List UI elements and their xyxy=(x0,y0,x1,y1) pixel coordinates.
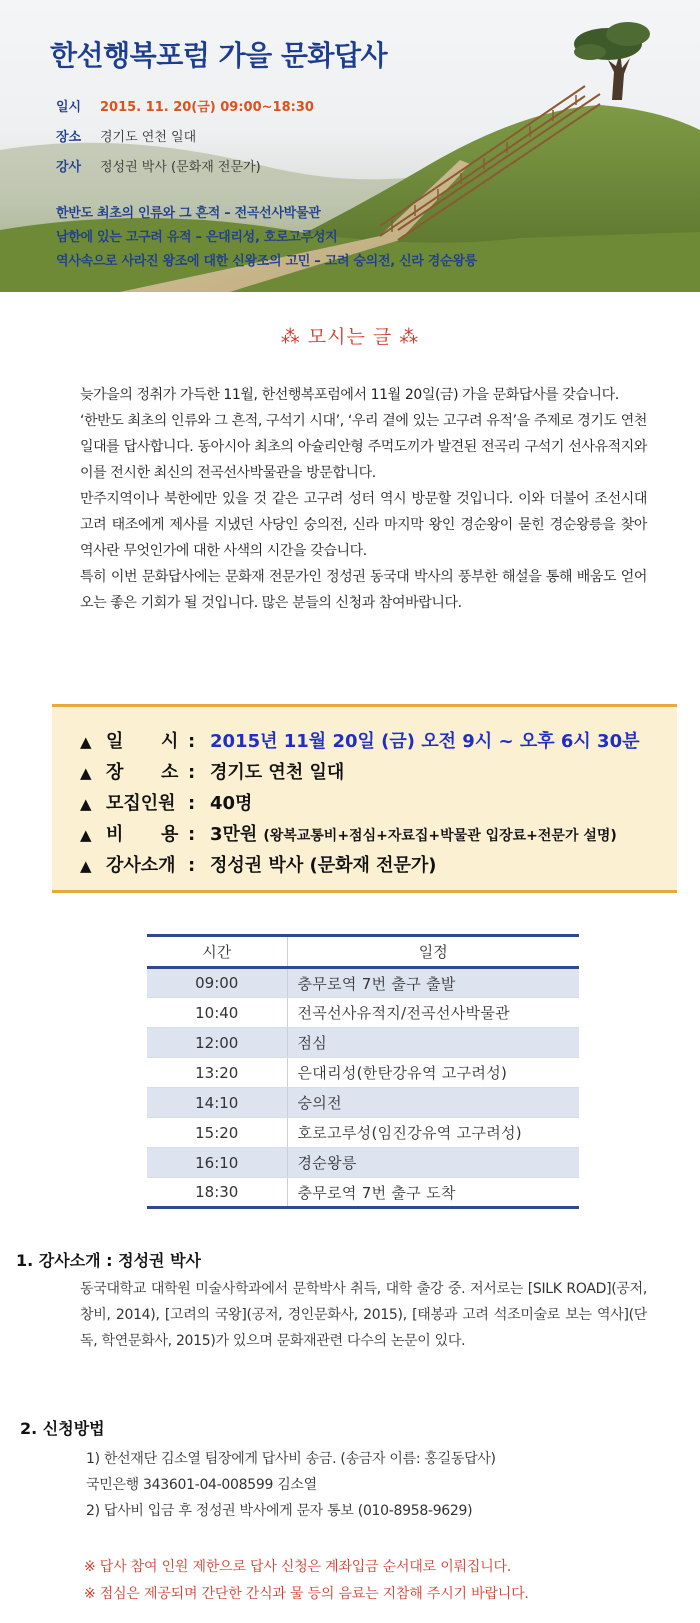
info-date-value: 2015. 11. 20(금) 09:00~18:30 xyxy=(100,100,314,115)
schedule-time: 12:00 xyxy=(147,1028,287,1058)
lecturer-heading: 1. 강사소개 : 정성권 박사 xyxy=(16,1251,201,1270)
table-row xyxy=(147,1148,579,1178)
lecturer-bio: 동국대학교 대학원 미술사학과에서 문학박사 취득, 대학 출강 중. 저서로는 [SILK ROAD](공저, 창비, 2014), [고려의 국왕](공저, 경인문화사, 2015), [태봉과 고려 석조미술로 보는 역사](단독, 학연문화사, 2015)가 있으며 문화재관련 다수의 논문이 있다. xyxy=(80,1281,647,1349)
column-header-time: 시간 xyxy=(147,936,287,968)
schedule-item: 충무로역 7번 출구 도착 xyxy=(287,1178,579,1208)
table-row xyxy=(147,1088,579,1118)
course-item: 남한에 있는 고구려 유적 – 은대리성, 호로고루성지 xyxy=(56,230,338,245)
info-lecturer-value: 정성권 박사 (문화재 전문가) xyxy=(100,160,261,175)
summary-row-date xyxy=(80,727,677,758)
schedule-item: 호로고루성(임진강유역 고구려성) xyxy=(287,1118,579,1148)
summary-row-fee xyxy=(80,820,677,851)
schedule-item: 경순왕릉 xyxy=(287,1148,579,1178)
schedule-time: 15:20 xyxy=(147,1118,287,1148)
course-item: 한반도 최초의 인류와 그 흔적 – 전곡선사박물관 xyxy=(56,206,321,221)
course-item: 역사속으로 사라진 왕조에 대한 신왕조의 고민 – 고려 숭의전, 신라 경순왕릉 xyxy=(56,254,477,269)
summary-key: 강사소개 xyxy=(106,855,176,876)
schedule-time: 09:00 xyxy=(147,968,287,998)
table-row xyxy=(147,998,579,1028)
table-row xyxy=(147,1178,579,1208)
apply-line: 1) 한선재단 김소열 팀장에게 답사비 송금. (송금자 이름: 홍길동답사) xyxy=(86,1451,496,1467)
summary-value: 3만원 xyxy=(210,824,258,845)
schedule-header-row xyxy=(147,936,579,968)
schedule-time: 13:20 xyxy=(147,1058,287,1088)
invitation-body xyxy=(80,382,647,616)
summary-box xyxy=(52,704,677,893)
info-lecturer xyxy=(56,156,261,175)
summary-row-lecturer xyxy=(80,851,677,882)
triangle-bullet-icon: ▲ xyxy=(80,764,92,782)
summary-row-capacity xyxy=(80,789,677,820)
schedule-item: 은대리성(한탄강유역 고구려성) xyxy=(287,1058,579,1088)
invitation-paragraph: 특히 이번 문화답사에는 문화재 전문가인 정성권 동국대 박사의 풍부한 해설을 통해 배움도 얻어 오는 좋은 기회가 될 것입니다. 많은 분들의 신청과 참여바랍니다. xyxy=(80,569,647,611)
summary-colon: : xyxy=(188,855,196,876)
table-row xyxy=(147,1118,579,1148)
notice-text: ※ 점심은 제공되며 간단한 간식과 물 등의 음료는 지참해 주시기 바랍니다. xyxy=(84,1586,529,1602)
table-row xyxy=(147,1058,579,1088)
summary-key: 일 시 xyxy=(106,731,179,752)
triangle-bullet-icon: ▲ xyxy=(80,857,92,875)
summary-colon: : xyxy=(188,824,196,845)
notice-text: ※ 답사 참여 인원 제한으로 답사 신청은 계좌입금 순서대로 이뤄집니다. xyxy=(84,1559,512,1575)
summary-value: 2015년 11월 20일 (금) 오전 9시 ~ 오후 6시 30분 xyxy=(210,731,640,752)
banner xyxy=(0,0,700,292)
schedule-time: 10:40 xyxy=(147,998,287,1028)
info-place xyxy=(56,126,196,145)
column-header-plan: 일정 xyxy=(287,936,579,968)
triangle-bullet-icon: ▲ xyxy=(80,795,92,813)
schedule-item: 충무로역 7번 출구 출발 xyxy=(287,968,579,998)
banner-title: 한선행복포럼 가을 문화답사 xyxy=(50,39,388,72)
schedule-time: 18:30 xyxy=(147,1178,287,1208)
schedule-item: 점심 xyxy=(287,1028,579,1058)
apply-line: 2) 답사비 입금 후 정성권 박사에게 문자 통보 (010-8958-9629) xyxy=(86,1503,473,1519)
invitation-title: ⁂ 모시는 글 ⁂ xyxy=(280,326,420,348)
triangle-bullet-icon: ▲ xyxy=(80,826,92,844)
summary-colon: : xyxy=(188,731,196,752)
summary-key: 비 용 xyxy=(106,824,179,845)
schedule-item: 전곡선사유적지/전곡선사박물관 xyxy=(287,998,579,1028)
info-lecturer-label: 강사 xyxy=(56,160,82,175)
summary-row-place xyxy=(80,758,677,789)
apply-bank-account: 국민은행 343601-04-008599 김소열 xyxy=(86,1477,317,1493)
invitation-paragraph: 만주지역이나 북한에만 있을 것 같은 고구려 성터 역시 방문할 것입니다. 이와 더불어 조선시대 고려 태조에게 제사를 지냈던 사당인 숭의전, 신라 마지막 왕인 경순왕이 묻힌 경순왕릉을 찾아 역사란 무엇인가에 대한 사색의 시간을 갖습니다. xyxy=(80,491,647,559)
summary-value: 40명 xyxy=(210,793,253,814)
schedule-time: 14:10 xyxy=(147,1088,287,1118)
invitation-paragraph: 늦가을의 정취가 가득한 11월, 한선행복포럼에서 11월 20일(금) 가을 문화답사를 갖습니다. xyxy=(80,387,619,403)
apply-heading: 2. 신청방법 xyxy=(20,1419,105,1438)
info-place-label: 장소 xyxy=(56,130,82,145)
schedule-time: 16:10 xyxy=(147,1148,287,1178)
summary-value: 경기도 연천 일대 xyxy=(210,762,345,783)
info-date xyxy=(56,96,314,115)
triangle-bullet-icon: ▲ xyxy=(80,733,92,751)
summary-value: 정성권 박사 (문화재 전문가) xyxy=(210,855,437,876)
schedule-table xyxy=(147,934,579,1209)
summary-fee-detail: (왕복교통비+점심+자료집+박물관 입장료+전문가 설명) xyxy=(263,828,617,844)
summary-key: 모집인원 xyxy=(106,793,176,814)
summary-key: 장 소 xyxy=(106,762,179,783)
invitation-paragraph: ‘한반도 최초의 인류와 그 흔적, 구석기 시대’, ‘우리 곁에 있는 고구려 유적’을 주제로 경기도 연천 일대를 답사합니다. 동아시아 최초의 아슐리안형 주먹도끼가 발견된 전곡리 구석기 선사유적지와 이를 전시한 최신의 전곡선사박물관을 방문합니다. xyxy=(80,413,647,481)
table-row xyxy=(147,1028,579,1058)
table-row xyxy=(147,968,579,998)
info-place-value: 경기도 연천 일대 xyxy=(100,130,197,145)
schedule-item: 숭의전 xyxy=(287,1088,579,1118)
info-date-label: 일시 xyxy=(56,100,82,115)
summary-colon: : xyxy=(188,793,196,814)
summary-colon: : xyxy=(188,762,196,783)
